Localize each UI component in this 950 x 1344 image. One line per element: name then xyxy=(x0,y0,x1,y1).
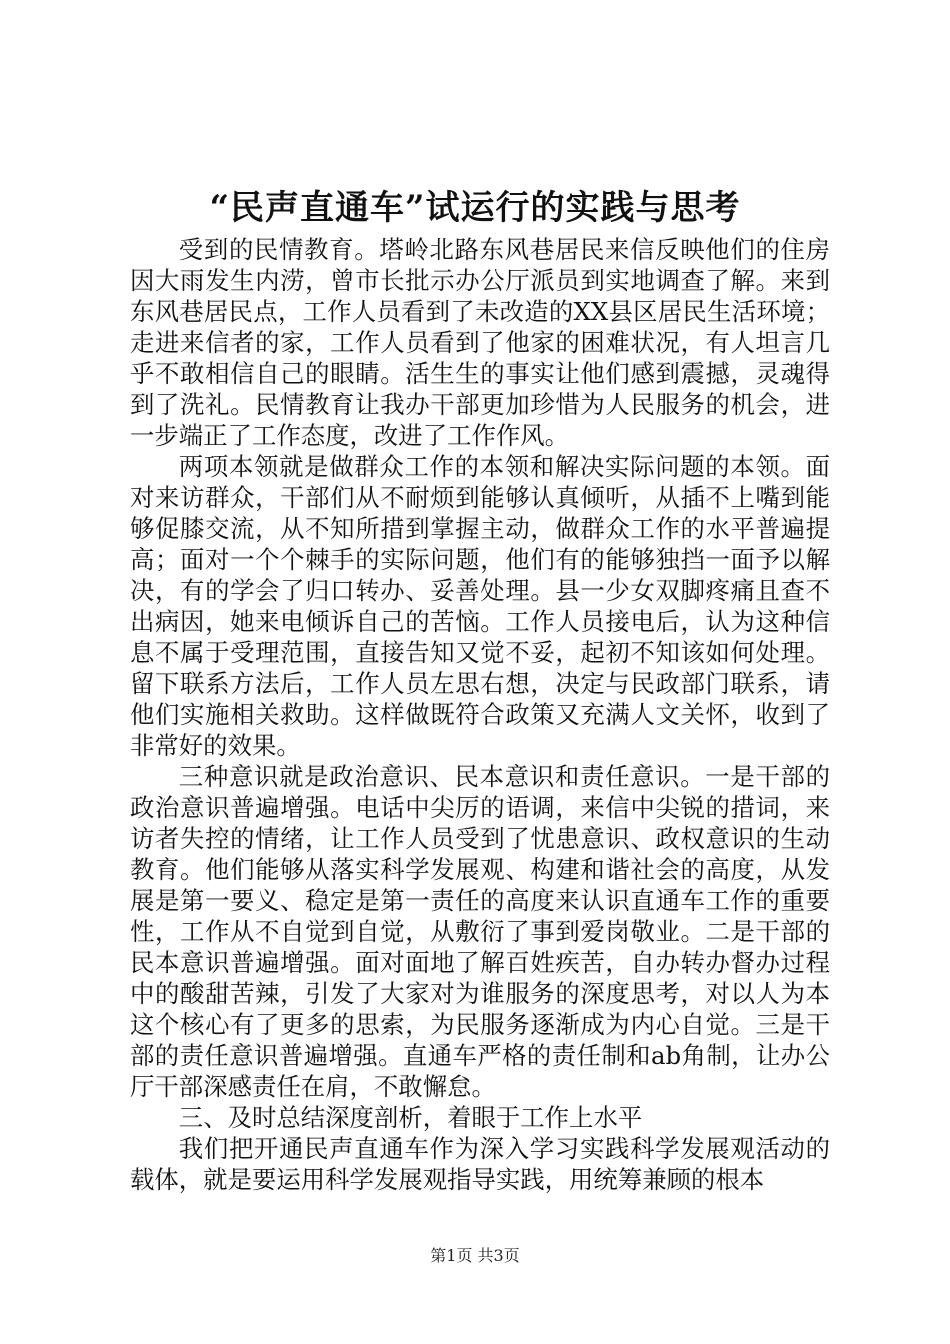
document-title: “民声直通车”试运行的实践与思考 xyxy=(209,188,741,228)
section-heading: 三、及时总结深度剖析，着眼于工作上水平 xyxy=(178,1103,643,1132)
document-body xyxy=(130,234,830,1195)
paragraph: 我们把开通民声直通车作为深入学习实践科学发展观活动的载体，就是要运用科学发展观指导实践，用统筹兼顾的根本 xyxy=(130,1134,830,1194)
paragraph: 三种意识就是政治意识、民本意识和责任意识。一是干部的政治意识普遍增强。电话中尖厉的语调，来信中尖锐的措词，来访者失控的情绪，让工作人员受到了忧患意识、政权意识的生动教育。他们能够从落实科学发展观、构建和谐社会的高度，从发展是第一要义、稳定是第一责任的高度来认识直通车工作的重要性，工作从不自觉到自觉，从敷衍了事到爱岗敬业。二是干部的民本意识普遍增强。面对面地了解百姓疾苦，自办转办督办过程中的酸甜苦辣，引发了大家对为谁服务的深度思考，对以人为本这个核心有了更多的思索，为民服务逐渐成为内心自觉。三是干部的责任意识普遍增强。直通车严格的责任制和ab角制，让办公厅干部深感责任在肩，不敢懈怠。 xyxy=(130,762,830,1101)
page-footer: 第1页 共3页 xyxy=(430,1246,520,1265)
paragraph: 两项本领就是做群众工作的本领和解决实际问题的本领。面对来访群众，干部们从不耐烦到能够认真倾听，从插不上嘴到能够促膝交流，从不知所措到掌握主动，做群众工作的水平普遍提高；面对一个个棘手的实际问题，他们有的能够独挡一面予以解决，有的学会了归口转办、妥善处理。县一少女双脚疼痛且查不出病因，她来电倾诉自己的苦恼。工作人员接电后，认为这种信息不属于受理范围，直接告知又觉不妥，起初不知该如何处理。留下联系方法后，工作人员左思右想，决定与民政部门联系，请他们实施相关救助。这样做既符合政策又充满人文关怀，收到了非常好的效果。 xyxy=(130,452,830,760)
paragraph: 受到的民情教育。塔岭北路东风巷居民来信反映他们的住房因大雨发生内涝，曾市长批示办公厅派员到实地调查了解。来到东风巷居民点，工作人员看到了未改造的XX县区居民生活环境；走进来信者的家，工作人员看到了他家的困难状况，有人坦言几乎不敢相信自己的眼睛。活生生的事实让他们感到震撼，灵魂得到了洗礼。民情教育让我办干部更加珍惜为人民服务的机会，进一步端正了工作态度，改进了工作作风。 xyxy=(130,235,830,450)
